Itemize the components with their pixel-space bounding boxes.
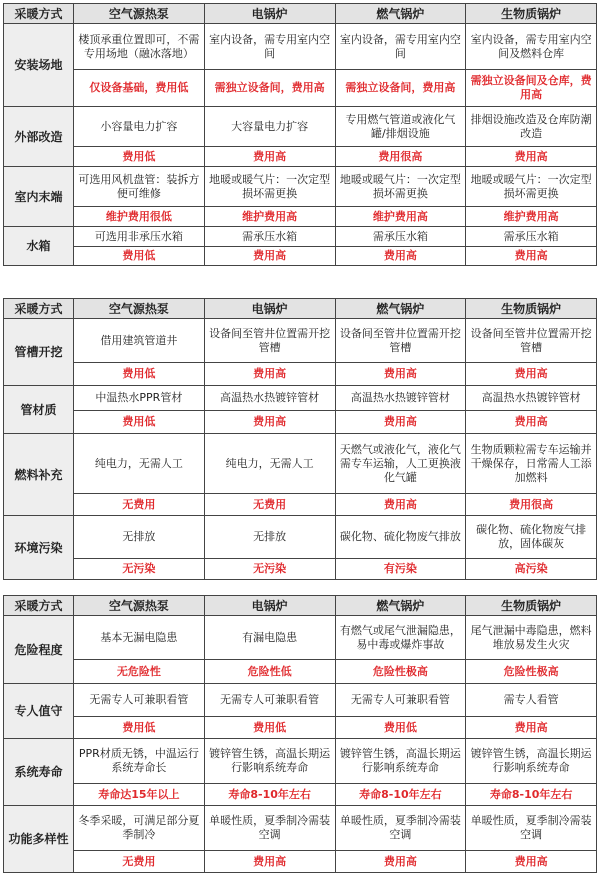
header-gas-boiler: 燃气锅炉 <box>335 299 466 319</box>
cell-desc: 需专人看管 <box>466 684 597 717</box>
cell-desc: 生物质颗粒需专车运输并干燥保存，日常需人工添加燃料 <box>466 434 597 494</box>
cell-desc: 设备间至管井位置需开挖管槽 <box>335 319 466 363</box>
table-row-cost <box>4 411 597 434</box>
cell-desc: 无需专人可兼职看管 <box>74 684 205 717</box>
cell-desc: 高温热水热镀锌管材 <box>466 386 597 411</box>
table-row-cost <box>4 494 597 516</box>
cell-desc: 镀锌管生锈，高温长期运行影响系统寿命 <box>204 739 335 784</box>
cell-cost: 费用高 <box>335 247 466 266</box>
row-label: 系统寿命 <box>4 739 74 806</box>
cell-cost: 费用高 <box>204 851 335 873</box>
table-row-desc <box>4 739 597 784</box>
header-electric-boiler: 电锅炉 <box>204 299 335 319</box>
table-row-cost <box>4 247 597 266</box>
cell-cost: 费用很高 <box>466 494 597 516</box>
cell-cost: 需独立设备间，费用高 <box>204 70 335 107</box>
cell-desc: 高温热水热镀锌管材 <box>204 386 335 411</box>
cell-cost: 无费用 <box>204 494 335 516</box>
cell-cost: 维护费用很低 <box>74 207 205 227</box>
cell-desc: 需承压水箱 <box>466 227 597 247</box>
cell-desc: 无需专人可兼职看管 <box>204 684 335 717</box>
cell-desc: 冬季采暖，可满足部分夏季制冷 <box>74 806 205 851</box>
header-biomass-boiler: 生物质锅炉 <box>466 596 597 616</box>
cell-desc: 纯电力，无需人工 <box>74 434 205 494</box>
cell-cost: 费用低 <box>204 717 335 739</box>
table-row-cost <box>4 147 597 167</box>
row-label: 燃料补充 <box>4 434 74 516</box>
row-label: 危险程度 <box>4 616 74 684</box>
row-label: 外部改造 <box>4 107 74 167</box>
row-label: 环境污染 <box>4 516 74 580</box>
cell-desc: 单暖性质，夏季制冷需装空调 <box>335 806 466 851</box>
cell-cost: 寿命达15年以上 <box>74 784 205 806</box>
cell-desc: 基本无漏电隐患 <box>74 616 205 660</box>
cell-desc: 镀锌管生锈，高温长期运行影响系统寿命 <box>466 739 597 784</box>
header-heating-method: 采暖方式 <box>4 299 74 319</box>
table-row-desc <box>4 167 597 207</box>
cell-cost: 费用高 <box>335 851 466 873</box>
cell-cost: 费用高 <box>466 247 597 266</box>
table-row-desc <box>4 24 597 70</box>
cell-desc: 可选用非承压水箱 <box>74 227 205 247</box>
table-row-desc <box>4 227 597 247</box>
table-row-desc <box>4 516 597 559</box>
cell-cost: 维护费用高 <box>204 207 335 227</box>
comparison-table-safety-lifetime <box>3 595 597 873</box>
cell-cost: 费用高 <box>466 411 597 434</box>
cell-desc: 地暖或暖气片：一次定型损坏需更换 <box>466 167 597 207</box>
table-row-cost <box>4 363 597 386</box>
header-air-source-heat-pump: 空气源热泵 <box>74 596 205 616</box>
header-biomass-boiler: 生物质锅炉 <box>466 4 597 24</box>
cell-cost: 费用高 <box>335 494 466 516</box>
row-label: 安装场地 <box>4 24 74 107</box>
cell-desc: 需承压水箱 <box>335 227 466 247</box>
cell-cost: 费用高 <box>466 363 597 386</box>
table-row-cost <box>4 851 597 873</box>
header-gas-boiler: 燃气锅炉 <box>335 4 466 24</box>
cell-desc: 专用燃气管道或液化气罐/排烟设施 <box>335 107 466 147</box>
comparison-table-installation <box>3 3 597 266</box>
cell-cost: 需独立设备间，费用高 <box>335 70 466 107</box>
cell-desc: 单暖性质，夏季制冷需装空调 <box>466 806 597 851</box>
header-gas-boiler: 燃气锅炉 <box>335 596 466 616</box>
cell-desc: 借用建筑管道井 <box>74 319 205 363</box>
cell-desc: 地暖或暖气片：一次定型损坏需更换 <box>204 167 335 207</box>
cell-cost: 仅设备基础，费用低 <box>74 70 205 107</box>
cell-cost: 需独立设备间及仓库，费用高 <box>466 70 597 107</box>
cell-cost: 无危险性 <box>74 660 205 684</box>
cell-cost: 维护费用高 <box>335 207 466 227</box>
header-heating-method: 采暖方式 <box>4 4 74 24</box>
cell-desc: 天燃气或液化气，液化气需专车运输，人工更换液化气罐 <box>335 434 466 494</box>
cell-desc: 室内设备，需专用室内空间 <box>204 24 335 70</box>
cell-cost: 费用很高 <box>335 147 466 167</box>
cell-cost: 费用低 <box>74 247 205 266</box>
cell-desc: 有燃气或尾气泄漏隐患，易中毒或爆炸事故 <box>335 616 466 660</box>
cell-desc: 无排放 <box>204 516 335 559</box>
table-header-row <box>4 299 597 319</box>
cell-cost: 危险性极高 <box>335 660 466 684</box>
header-electric-boiler: 电锅炉 <box>204 4 335 24</box>
cell-desc: 碳化物、硫化物废气排放 <box>335 516 466 559</box>
comparison-table-pipes-fuel <box>3 298 597 580</box>
cell-cost: 有污染 <box>335 559 466 580</box>
cell-cost: 无费用 <box>74 494 205 516</box>
cell-desc: 高温热水热镀锌管材 <box>335 386 466 411</box>
cell-desc: 设备间至管井位置需开挖管槽 <box>466 319 597 363</box>
cell-cost: 费用高 <box>466 147 597 167</box>
cell-desc: 有漏电隐患 <box>204 616 335 660</box>
cell-cost: 费用高 <box>204 363 335 386</box>
cell-desc: 碳化物、硫化物废气排放，固体碳灰 <box>466 516 597 559</box>
cell-cost: 无费用 <box>74 851 205 873</box>
cell-cost: 寿命8-10年左右 <box>204 784 335 806</box>
cell-cost: 无污染 <box>204 559 335 580</box>
header-biomass-boiler: 生物质锅炉 <box>466 299 597 319</box>
cell-desc: 单暖性质，夏季制冷需装空调 <box>204 806 335 851</box>
cell-desc: 室内设备，需专用室内空间 <box>335 24 466 70</box>
cell-desc: 排烟设施改造及仓库防潮改造 <box>466 107 597 147</box>
cell-cost: 费用高 <box>335 411 466 434</box>
table-row-desc <box>4 386 597 411</box>
table-header-row <box>4 4 597 24</box>
cell-cost: 费用低 <box>74 363 205 386</box>
table-row-cost <box>4 717 597 739</box>
cell-cost: 费用高 <box>466 851 597 873</box>
cell-desc: PPR材质无锈，中温运行系统寿命长 <box>74 739 205 784</box>
cell-desc: 楼顶承重位置即可，不需专用场地（融冰落地） <box>74 24 205 70</box>
cell-desc: 室内设备，需专用室内空间及燃料仓库 <box>466 24 597 70</box>
cell-desc: 中温热水PPR管材 <box>74 386 205 411</box>
table-row-cost <box>4 207 597 227</box>
cell-cost: 危险性极高 <box>466 660 597 684</box>
cell-cost: 维护费用高 <box>466 207 597 227</box>
cell-cost: 高污染 <box>466 559 597 580</box>
cell-desc: 地暖或暖气片：一次定型损坏需更换 <box>335 167 466 207</box>
table-row-cost <box>4 559 597 580</box>
cell-cost: 寿命8-10年左右 <box>335 784 466 806</box>
cell-cost: 寿命8-10年左右 <box>466 784 597 806</box>
cell-cost: 费用低 <box>74 411 205 434</box>
table-row-cost <box>4 70 597 107</box>
row-label: 功能多样性 <box>4 806 74 873</box>
table-header-row <box>4 596 597 616</box>
cell-desc: 无排放 <box>74 516 205 559</box>
cell-cost: 费用高 <box>335 363 466 386</box>
table-row-desc <box>4 107 597 147</box>
cell-desc: 尾气泄漏中毒隐患，燃料堆放易发生火灾 <box>466 616 597 660</box>
cell-cost: 费用低 <box>74 717 205 739</box>
cell-cost: 费用低 <box>335 717 466 739</box>
cell-cost: 危险性低 <box>204 660 335 684</box>
cell-desc: 小容量电力扩容 <box>74 107 205 147</box>
table-row-desc <box>4 319 597 363</box>
table-row-desc <box>4 616 597 660</box>
row-label: 水箱 <box>4 227 74 266</box>
cell-cost: 费用高 <box>204 411 335 434</box>
cell-desc: 纯电力，无需人工 <box>204 434 335 494</box>
header-electric-boiler: 电锅炉 <box>204 596 335 616</box>
cell-cost: 费用高 <box>466 717 597 739</box>
cell-desc: 设备间至管井位置需开挖管槽 <box>204 319 335 363</box>
header-air-source-heat-pump: 空气源热泵 <box>74 299 205 319</box>
row-label: 管槽开挖 <box>4 319 74 386</box>
cell-desc: 需承压水箱 <box>204 227 335 247</box>
table-row-cost <box>4 784 597 806</box>
cell-desc: 镀锌管生锈，高温长期运行影响系统寿命 <box>335 739 466 784</box>
row-label: 专人值守 <box>4 684 74 739</box>
cell-desc: 大容量电力扩容 <box>204 107 335 147</box>
header-heating-method: 采暖方式 <box>4 596 74 616</box>
table-row-desc <box>4 684 597 717</box>
table-row-cost <box>4 660 597 684</box>
table-row-desc <box>4 434 597 494</box>
cell-desc: 可选用风机盘管：装拆方便可维修 <box>74 167 205 207</box>
cell-cost: 费用高 <box>204 247 335 266</box>
cell-desc: 无需专人可兼职看管 <box>335 684 466 717</box>
row-label: 管材质 <box>4 386 74 434</box>
cell-cost: 费用低 <box>74 147 205 167</box>
header-air-source-heat-pump: 空气源热泵 <box>74 4 205 24</box>
table-row-desc <box>4 806 597 851</box>
cell-cost: 无污染 <box>74 559 205 580</box>
row-label: 室内末端 <box>4 167 74 227</box>
cell-cost: 费用高 <box>204 147 335 167</box>
